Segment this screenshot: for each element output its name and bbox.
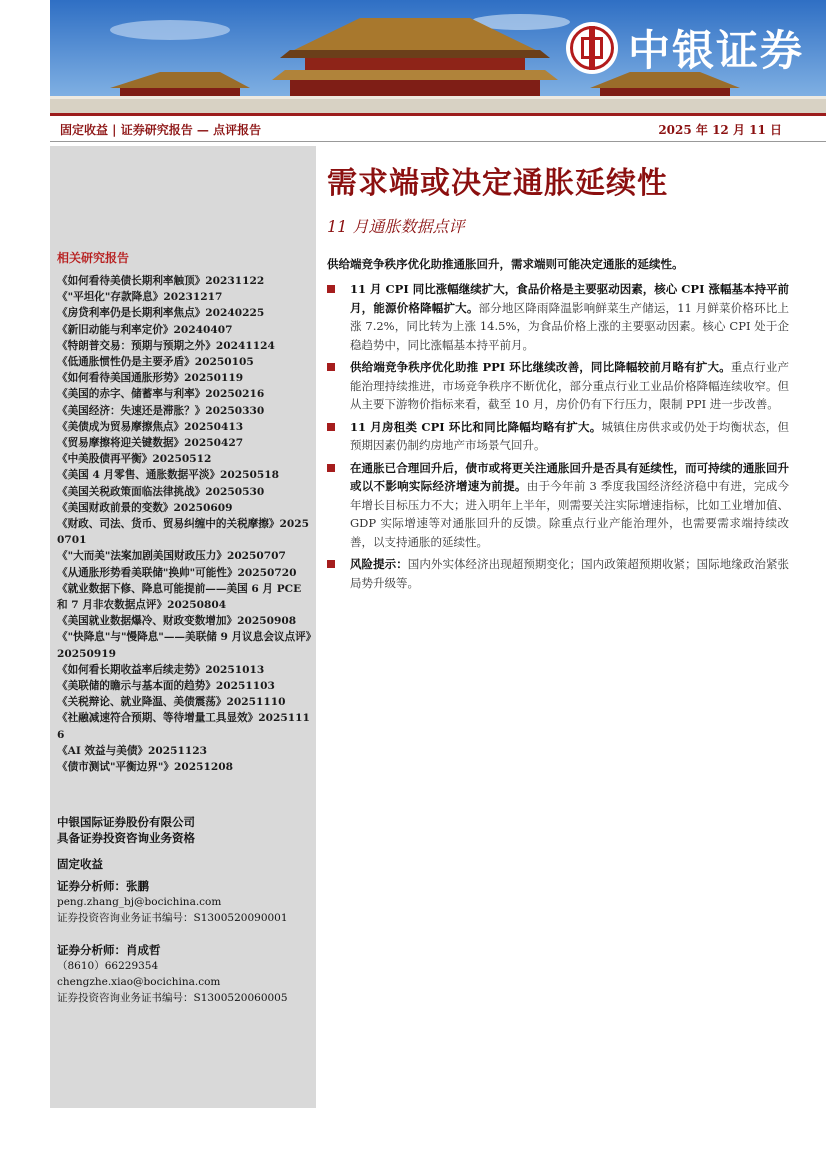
key-points-list: [327, 280, 789, 596]
analyst-name: 证券分析师：肖成哲: [57, 943, 161, 957]
list-item: 《美联储的瞻示与基本面的趋势》20251103: [57, 680, 275, 693]
brand-logo: [566, 18, 804, 78]
key-point: [327, 418, 789, 455]
list-item: 《美国就业数据爆冷、财政变数增加》20250908: [57, 615, 297, 628]
key-point-heading: 11 月 CPI 同比涨幅继续扩大，食品价格是主要驱动因素，核心 CPI 涨幅基本持平前月，能源价格降幅扩大。: [350, 282, 789, 315]
sidebar: [50, 146, 316, 1108]
list-item: 《从通胀形势看美联储"换帅"可能性》20250720: [57, 566, 297, 579]
list-item: 《关税辩论、就业降温、美债震荡》20251110: [57, 696, 286, 709]
list-item: 《美国的赤字、储蓄率与利率》20250216: [57, 388, 265, 401]
company-qualification: 具备证券投资咨询业务资格: [57, 831, 195, 845]
lead-summary: 供给端竞争秩序优化助推通胀回升，需求端则可能决定通胀的延续性。: [327, 257, 684, 271]
analyst-license: 证券投资咨询业务证书编号：S1300520090001: [57, 912, 288, 924]
list-item: 《新旧动能与利率定价》20240407: [57, 323, 233, 336]
list-item: 《"平坦化"存款降息》20231217: [57, 291, 223, 304]
key-point-heading: 11 月房租类 CPI 环比和同比降幅均略有扩大。: [350, 419, 602, 434]
related-reports-title: 相关研究报告: [57, 251, 130, 265]
page-subtitle: 11 月通胀数据点评: [327, 217, 465, 236]
company-name: 中银国际证券股份有限公司: [57, 815, 195, 829]
list-item: 《债市测试"平衡边界"》20251208: [57, 761, 233, 774]
list-item: 《美国财政前景的变数》20250609: [57, 501, 233, 514]
key-point: [327, 555, 789, 592]
list-item: 《房贷利率仍是长期利率焦点》20240225: [57, 307, 265, 320]
list-item: 《特朗普交易：预期与预期之外》20241124: [57, 339, 275, 352]
header-banner: [50, 0, 826, 113]
analyst-card: [57, 942, 313, 1006]
list-item: 《如何看待美债长期利率触顶》20231122: [57, 275, 265, 287]
list-item: 《如何看待美国通胀形势》20250119: [57, 372, 244, 385]
bullet-square-icon: [327, 423, 335, 431]
key-point-heading: 风险提示：: [350, 557, 408, 571]
list-item: 《如何看长期收益率后续走势》20251013: [57, 663, 265, 676]
key-point-body: 由于今年前 3 季度我国经济经济稳中有进，完成今年增长目标压力不大；进入明年上半年，则需要关注实际增速指标，比如工业增加值、GDP 实际增速等对通胀回升的反馈。除重点行业产能治理外，也需要需求端持续改善，以支持通胀的延续性。: [350, 479, 789, 549]
list-item: 《"大而美"法案加剧美国财政压力》20250707: [57, 550, 286, 563]
analyst-license: 证券投资咨询业务证书编号：S1300520060005: [57, 992, 288, 1004]
list-item: 《低通胀惯性仍是主要矛盾》20250105: [57, 356, 254, 369]
bullet-square-icon: [327, 363, 335, 371]
brand-name: 中银证券: [627, 26, 804, 75]
list-item: 《中美股债再平衡》20250512: [57, 453, 212, 466]
analyst-email: chengzhe.xiao@bocichina.com: [57, 976, 221, 988]
key-point: [327, 459, 789, 552]
report-category: 固定收益 | 证券研究报告 — 点评报告: [60, 123, 262, 137]
analyst-name: 证券分析师：张鹏: [57, 879, 149, 893]
list-item: 《美国关税政策面临法律挑战》20250530: [57, 485, 265, 498]
key-point-heading: 在通胀已合理回升后，债市或将更关注通胀回升是否具有延续性，而可持续的通胀回升或以不影响实际经济增速为前提。: [350, 460, 789, 493]
key-point-heading: 供给端竞争秩序优化助推 PPI 环比继续改善，同比降幅较前月略有扩大。: [350, 360, 731, 374]
bullet-square-icon: [327, 560, 335, 568]
bullet-square-icon: [327, 464, 335, 472]
key-point-body: 重点行业产能治理持续推进，市场竞争秩序不断优化，部分重点行业工业品价格降幅连续收窄。但从主要下游物价指标来看，截至 10 月，房价仍有下行压力，限制 PPI 进一步改善。: [350, 360, 790, 411]
key-point: [327, 280, 789, 354]
key-point: [327, 358, 789, 414]
list-item: 《财政、司法、货币、贸易纠缠中的关税摩擦》20250701: [57, 518, 309, 547]
related-reports-list: [57, 273, 313, 775]
list-item: 《贸易摩擦将迎关键数据》20250427: [57, 437, 244, 450]
analyst-phone: （8610）66229354: [57, 960, 159, 972]
page-title: 需求端或决定通胀延续性: [327, 166, 668, 201]
boc-logo-icon: [566, 22, 618, 74]
key-point-body: 部分地区降雨降温影响鲜菜生产储运，11 月鲜菜价格环比上涨 7.2%，同比转为上涨 14.5%，为食品价格上涨的主要驱动因素。核心 CPI 处于企稳趋势中，同比涨幅基本持平前月。: [350, 300, 789, 352]
key-point-body: 城镇住房供求或仍处于均衡状态，但预期因素仍制约房地产市场景气回升。: [350, 419, 789, 452]
list-item: 《美债成为贸易摩擦焦点》20250413: [57, 420, 244, 433]
header-rule: [50, 113, 826, 116]
list-item: 《美国 4 月零售、通胀数据平淡》20250518: [57, 469, 280, 482]
breadcrumb: [50, 117, 826, 142]
list-item: 《社融减速符合预期、等待增量工具显效》20251116: [57, 712, 310, 741]
list-item: 《美国经济：失速还是滞胀？》20250330: [57, 404, 265, 417]
report-date: 2025 年 12 月 11 日: [658, 123, 782, 137]
sidebar-category: 固定收益: [57, 857, 103, 871]
list-item: 《AI 效益与美债》20251123: [57, 744, 207, 757]
list-item: 《就业数据下修、降息可能提前——美国 6 月 PCE 和 7 月非农数据点评》20250804: [57, 582, 302, 612]
list-item: 《"快降息"与"慢降息"——美联储 9 月议息会议点评》20250919: [57, 631, 311, 660]
analyst-email: peng.zhang_bj@bocichina.com: [57, 896, 222, 908]
bullet-square-icon: [327, 285, 335, 293]
key-point-body: 国内外实体经济出现超预期变化；国内政策超预期收紧；国际地缘政治紧张局势升级等。: [350, 557, 790, 590]
analyst-card: [57, 878, 313, 926]
company-info: [57, 814, 195, 872]
